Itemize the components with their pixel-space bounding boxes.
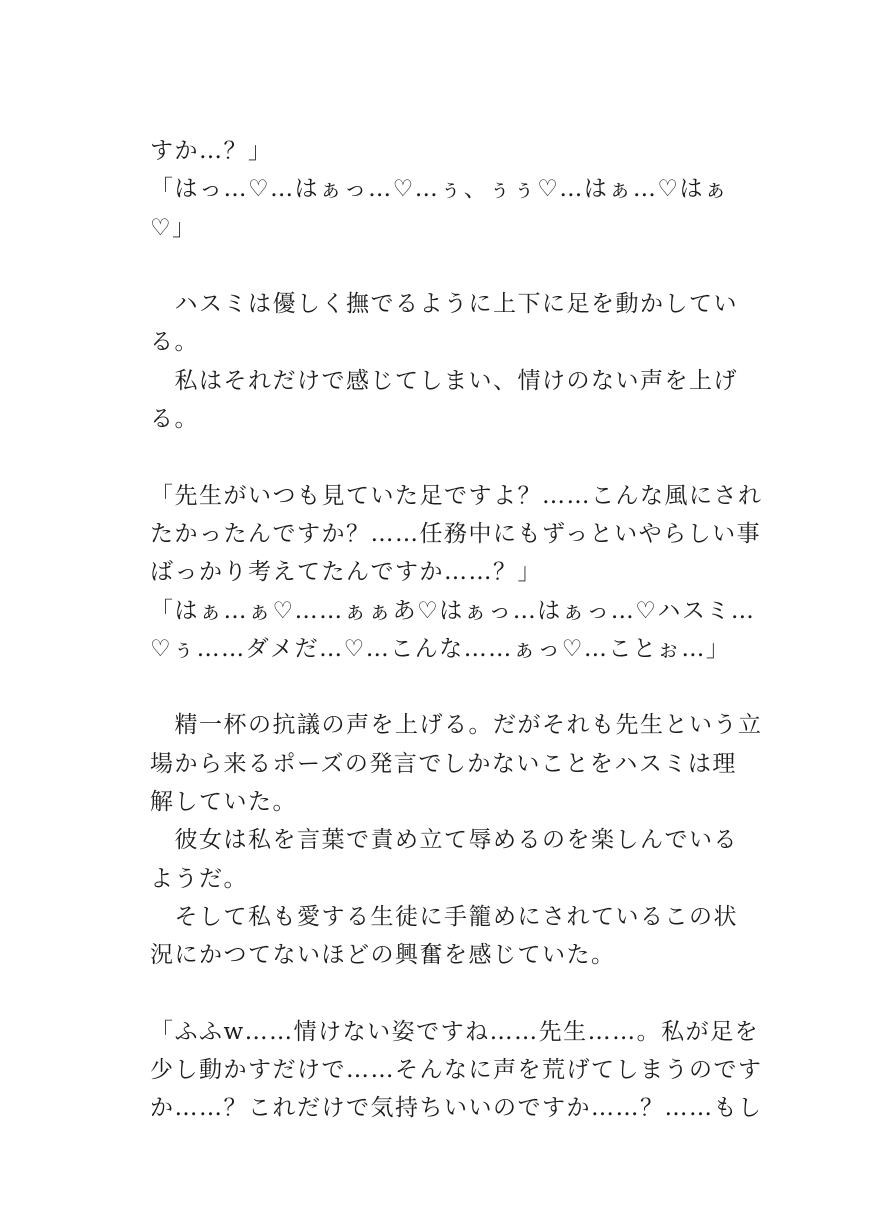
- text-line: 況にかつてないほどの興奮を感じていた。: [150, 942, 616, 969]
- body-text: [150, 132, 763, 1128]
- text-line: すか…？」: [150, 138, 273, 164]
- text-line: 「はっ…♡…はぁっ…♡…ぅ、ぅぅ♡…はぁ…♡はぁ: [150, 176, 729, 203]
- text-line: ♡ぅ……ダメだ…♡…こんな……ぁっ♡…ことぉ…」: [150, 635, 731, 662]
- text-line: 「はぁ…ぁ♡……ぁぁあ♡はぁっ…はぁっ…♡ハスミ…: [150, 597, 756, 624]
- text-line: 少し動かすだけで……そんなに声を荒げてしまうのです: [150, 1057, 763, 1084]
- blank-line: [150, 438, 740, 476]
- text-line: る。: [150, 329, 199, 356]
- text-line: 「ふふw……情けない姿ですね……先生……。私が足を: [150, 1018, 760, 1045]
- text-line: 彼女は私を言葉で責め立て辱めるのを楽しんでいる: [150, 827, 738, 854]
- text-line: ばっかり考えてたんですか……？」: [150, 559, 542, 586]
- text-line: ♡」: [150, 214, 197, 241]
- blank-line: [150, 975, 740, 1013]
- text-line: たかったんですか？……任務中にもずっといやらしい事: [150, 520, 762, 547]
- text-line: か……？これだけで気持ちいいのですか……？……もし: [150, 1095, 763, 1122]
- text-line: ようだ。: [150, 865, 248, 892]
- text-line: る。: [150, 406, 199, 433]
- text-line: そして私も愛する生徒に手籠めにされているこの状: [150, 903, 738, 930]
- text-line: 精一杯の抗議の声を上げる。だがそれも先生という立: [150, 712, 763, 739]
- text-line: 私はそれだけで感じてしまい、情けのない声を上げ: [150, 367, 738, 394]
- text-line: 「先生がいつも見ていた足ですよ？……こんな風にされ: [150, 482, 763, 509]
- blank-line: [150, 247, 740, 285]
- text-line: ハスミは優しく撫でるように上下に足を動かしてい: [150, 291, 738, 318]
- blank-line: [150, 668, 740, 706]
- text-line: 解していた。: [150, 789, 297, 816]
- text-line: 場から来るポーズの発言でしかないことをハスミは理: [150, 750, 737, 777]
